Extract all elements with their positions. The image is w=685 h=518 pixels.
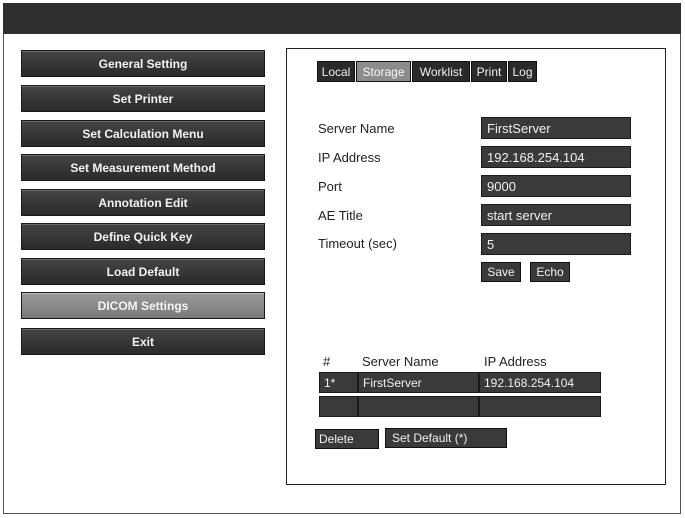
ip-address-field[interactable]: 192.168.254.104: [481, 146, 631, 168]
menu-annotation-edit-button[interactable]: Annotation Edit: [21, 189, 265, 216]
column-header-ip-address: IP Address: [484, 353, 547, 369]
tab-worklist[interactable]: Worklist: [412, 61, 470, 82]
ae-title-field[interactable]: start server: [481, 204, 631, 226]
menu-set-calculation-menu-button[interactable]: Set Calculation Menu: [21, 120, 265, 147]
server-name-field[interactable]: FirstServer: [481, 117, 631, 139]
table-cell-index[interactable]: 1*: [319, 372, 358, 393]
menu-define-quick-key-button[interactable]: Define Quick Key: [21, 223, 265, 250]
table-cell-index[interactable]: [319, 396, 358, 417]
column-header-index: #: [323, 353, 331, 369]
timeout-label: Timeout (sec): [318, 235, 397, 251]
menu-dicom-settings-button[interactable]: DICOM Settings: [21, 292, 265, 319]
ae-title-label: AE Title: [318, 207, 363, 223]
timeout-field[interactable]: 5: [481, 233, 631, 255]
menu-set-printer-button[interactable]: Set Printer: [21, 85, 265, 112]
table-cell-server-name[interactable]: FirstServer: [358, 372, 479, 393]
save-button[interactable]: Save: [481, 262, 521, 282]
tab-storage[interactable]: Storage: [356, 61, 411, 82]
tab-local[interactable]: Local: [317, 61, 355, 82]
table-cell-ip-address[interactable]: [479, 396, 601, 417]
ip-address-label: IP Address: [318, 149, 381, 165]
menu-set-measurement-method-button[interactable]: Set Measurement Method: [21, 154, 265, 181]
table-cell-server-name[interactable]: [358, 396, 479, 417]
server-name-label: Server Name: [318, 120, 395, 136]
tab-log[interactable]: Log: [508, 61, 537, 82]
menu-general-setting-button[interactable]: General Setting: [21, 50, 265, 77]
column-header-server-name: Server Name: [362, 353, 439, 369]
table-cell-ip-address[interactable]: 192.168.254.104: [479, 372, 601, 393]
menu-exit-button[interactable]: Exit: [21, 328, 265, 355]
tab-print[interactable]: Print: [471, 61, 507, 82]
title-bar: [3, 3, 681, 34]
port-field[interactable]: 9000: [481, 175, 631, 197]
port-label: Port: [318, 178, 342, 194]
set-default-button[interactable]: Set Default (*): [385, 428, 507, 448]
echo-button[interactable]: Echo: [530, 262, 570, 282]
dicom-settings-panel: [286, 48, 666, 485]
menu-load-default-button[interactable]: Load Default: [21, 258, 265, 285]
delete-button[interactable]: Delete: [315, 429, 379, 449]
